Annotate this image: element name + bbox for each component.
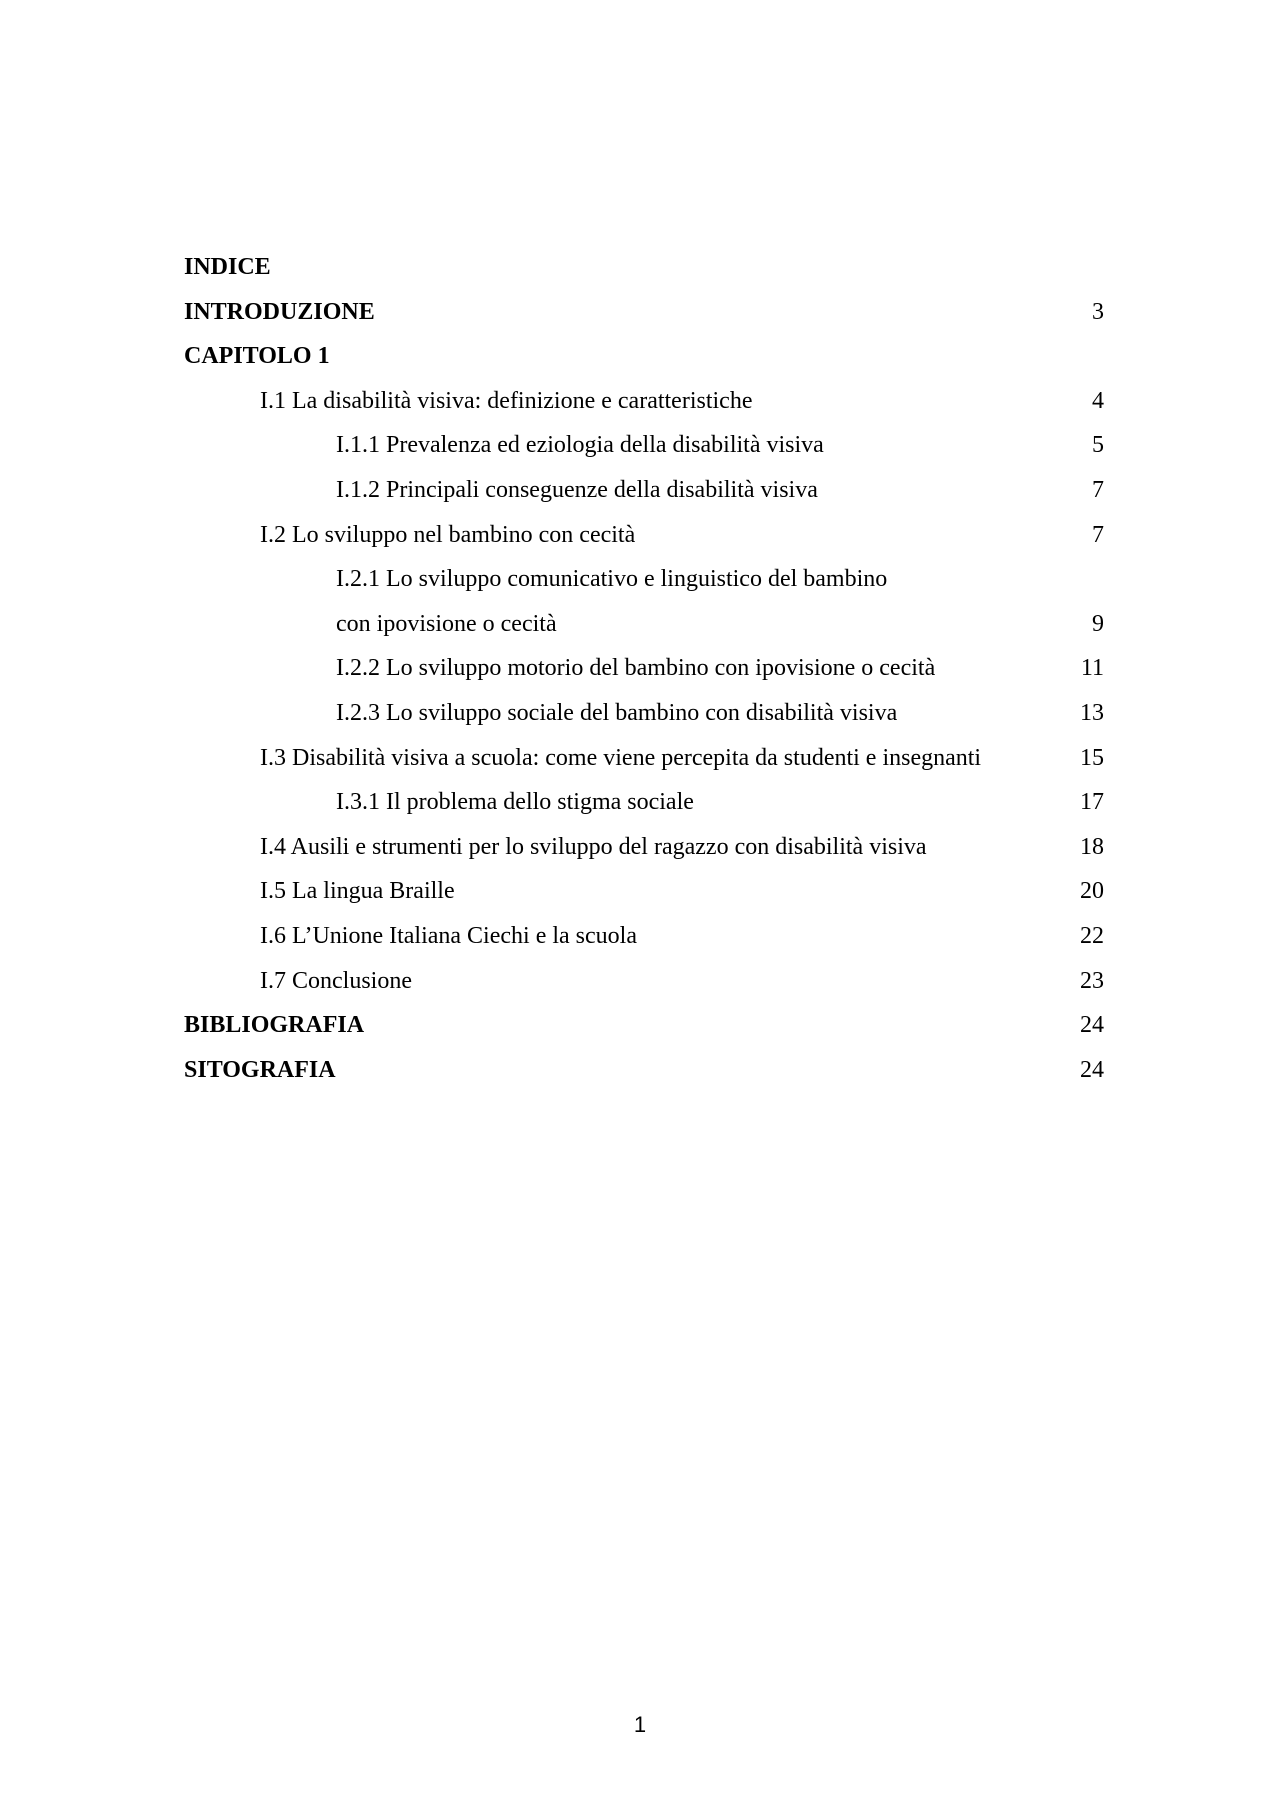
toc-entry-page: 13 <box>1080 699 1104 726</box>
toc-entry-text: I.2 Lo sviluppo nel bambino con cecità <box>260 521 636 548</box>
toc-entry-1-5 <box>184 869 1104 914</box>
toc-entry-1-2 <box>184 513 1104 558</box>
toc-entry-page: 4 <box>1092 387 1104 414</box>
toc-entry-text: I.1 La disabilità visiva: definizione e caratteristiche <box>260 387 753 414</box>
toc-entry-text: BIBLIOGRAFIA <box>184 1012 365 1039</box>
page-number: 1 <box>633 1712 647 1737</box>
toc-entry-1-4 <box>184 825 1104 870</box>
toc-entry-1-2-3 <box>184 691 1104 736</box>
toc-entry-page: 9 <box>1092 610 1104 637</box>
toc-entry-text: I.1.1 Prevalenza ed eziologia della disabilità visiva <box>336 432 824 459</box>
toc-entry-page: 17 <box>1080 789 1104 816</box>
toc-entry-page: 24 <box>1080 1012 1104 1039</box>
toc-entry-page: 3 <box>1092 298 1104 325</box>
toc-entry-sitografia <box>184 1048 1104 1093</box>
toc-entry-1-3-1 <box>184 780 1104 825</box>
toc-entry-1-7 <box>184 959 1104 1004</box>
toc-entry-text: con ipovisione o cecità <box>336 610 557 637</box>
toc-entry-text: I.5 La lingua Braille <box>260 878 455 905</box>
toc-entry-1-2-1-continued <box>184 602 1104 647</box>
toc-title <box>184 245 1104 290</box>
toc-entry-bibliografia <box>184 1003 1104 1048</box>
toc-title-text: INDICE <box>184 254 271 280</box>
table-of-contents <box>184 245 1104 1092</box>
toc-entry-page: 11 <box>1080 655 1104 682</box>
toc-entry-text: I.3 Disabilità visiva a scuola: come viene percepita da studenti e insegnanti <box>260 744 982 771</box>
toc-entry-page: 7 <box>1092 476 1104 503</box>
toc-entry-capitolo-1 <box>184 334 1104 379</box>
toc-entry-1-6 <box>184 914 1104 959</box>
toc-entry-text: I.7 Conclusione <box>260 967 412 994</box>
toc-entry-text: I.2.2 Lo sviluppo motorio del bambino con ipovisione o cecità <box>336 655 936 682</box>
toc-entry-page: 5 <box>1092 432 1104 459</box>
toc-entry-1-1 <box>184 379 1104 424</box>
toc-entry-text: I.3.1 Il problema dello stigma sociale <box>336 789 694 816</box>
toc-entry-text: I.4 Ausili e strumenti per lo sviluppo del ragazzo con disabilità visiva <box>260 833 927 860</box>
toc-entry-introduzione <box>184 290 1104 335</box>
toc-entry-text: I.6 L’Unione Italiana Ciechi e la scuola <box>260 922 637 949</box>
toc-entry-1-3 <box>184 736 1104 781</box>
toc-entry-1-1-2 <box>184 468 1104 513</box>
toc-entry-page: 23 <box>1080 967 1104 994</box>
toc-entry-text: I.1.2 Principali conseguenze della disabilità visiva <box>336 476 818 503</box>
toc-entry-text: INTRODUZIONE <box>184 298 375 325</box>
toc-entry-text: I.2.3 Lo sviluppo sociale del bambino con disabilità visiva <box>336 699 898 726</box>
toc-entry-page: 20 <box>1080 878 1104 905</box>
toc-entry-page: 7 <box>1092 521 1104 548</box>
toc-entry-1-1-1 <box>184 423 1104 468</box>
toc-entry-page: 15 <box>1080 744 1104 771</box>
toc-entry-page: 22 <box>1080 922 1104 949</box>
toc-entry-1-2-2 <box>184 646 1104 691</box>
toc-entry-text: I.2.1 Lo sviluppo comunicativo e linguistico del bambino <box>336 566 888 593</box>
toc-entry-1-2-1 <box>184 557 1104 602</box>
toc-entry-text: SITOGRAFIA <box>184 1056 336 1083</box>
toc-entry-page: 18 <box>1080 833 1104 860</box>
toc-entry-page: 24 <box>1080 1056 1104 1083</box>
toc-entry-text: CAPITOLO 1 <box>184 343 330 370</box>
